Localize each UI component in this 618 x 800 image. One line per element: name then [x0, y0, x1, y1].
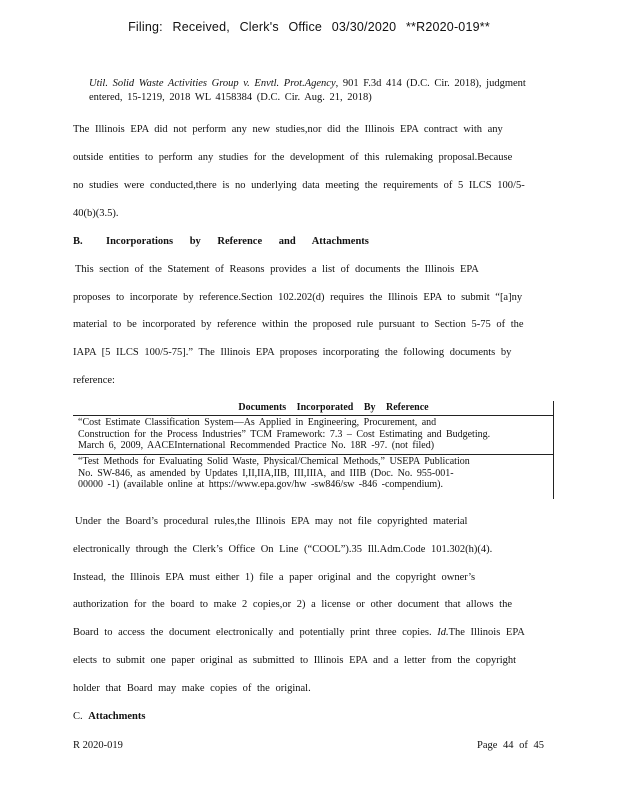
paragraph2-line: reference: [73, 375, 115, 386]
filing-stamp-header: Filing: Received, Clerk's Office 03/30/2020 **R2020-019** [128, 20, 490, 34]
paragraph2-line: This section of the Statement of Reasons provides a list of documents the Illinois EPA [75, 264, 479, 275]
table-row [73, 455, 554, 495]
paragraph1-line: 40(b)(3.5). [73, 208, 119, 219]
paragraph2-line: IAPA [5 ILCS 100/5-75].” The Illinois EPA proposes incorporating the following documents by [73, 347, 512, 358]
paragraph3-line-tail: The Illinois EPA [448, 627, 525, 638]
paragraph2-line: material to be incorporated by reference within the proposed rule pursuant to Section 5-75 of the [73, 319, 524, 330]
paragraph1-line: The Illinois EPA did not perform any new studies,nor did the Illinois EPA contract with any [73, 124, 503, 135]
paragraph3-line: holder that Board may make copies of the original. [73, 683, 311, 694]
table-row-line: March 6, 2009, AACEInternational Recommended Practice No. 18R -97. (not filed) [78, 440, 435, 451]
table-row-line: No. SW-846, as amended by Updates I,II,IIA,IIB, III,IIIA, and IIIB (Doc. No. 955-001- [78, 467, 454, 479]
table-row-line: 00000 -1) (available online at https://www.epa.gov/hw -sw846/sw -846 -compendium). [78, 479, 444, 490]
section-b-title: Incorporations by Reference and Attachments [106, 236, 369, 247]
section-b-letter: B. [73, 236, 83, 247]
section-c-title: Attachments [88, 711, 146, 722]
table-row [73, 416, 554, 455]
table-row-line: Construction for the Process Industries” TCM Framework: 7.3 – Cost Estimating and Budgeting. [78, 428, 491, 440]
paragraph3-line: Instead, the Illinois EPA must either 1) file a paper original and the copyright owner’s [73, 572, 476, 583]
paragraph3-line [73, 627, 543, 638]
paragraph1-line: outside entities to perform any studies for the development of this rulemaking proposal.Because [73, 152, 513, 163]
table-right-border [553, 401, 554, 499]
paragraph1-line: no studies were conducted,there is no underlying data meeting the requirements of 5 ILCS 100/5- [73, 180, 525, 191]
paragraph3-line: authorization for the board to make 2 copies,or 2) a license or other document that allows the [73, 599, 512, 610]
paragraph3-line: Under the Board’s procedural rules,the Illinois EPA may not file copyrighted material [75, 516, 468, 527]
table-row-line: “Test Methods for Evaluating Solid Waste, Physical/Chemical Methods,” USEPA Publication [78, 456, 470, 467]
footer-docket-number: R 2020-019 [73, 740, 123, 751]
table-header: Documents Incorporated By Reference [73, 401, 554, 416]
id-citation: Id. [437, 627, 449, 638]
case-name: Util. Solid Waste Activities Group v. Envtl. Prot.Agency [89, 78, 336, 89]
paragraph3-line: electronically through the Clerk’s Office On Line (“COOL”).35 Ill.Adm.Code 101.302(h)(4). [73, 544, 493, 555]
documents-incorporated-table [73, 401, 554, 495]
paragraph3-line-text: Board to access the document electronically and potentially print three copies. [73, 627, 432, 638]
footer-page-number: Page 44 of 45 [477, 740, 545, 751]
section-c-letter: C. [73, 711, 83, 722]
paragraph2-line: proposes to incorporate by reference.Section 102.202(d) requires the Illinois EPA to submit “[a]ny [73, 292, 523, 303]
table-row-line: “Cost Estimate Classification System—As Applied in Engineering, Procurement, and [78, 417, 437, 428]
section-c-heading [73, 711, 543, 722]
case-citation [89, 77, 529, 105]
citation-details: , 901 F.3d 414 (D.C. Cir. 2018), judgment entered, 15-1219, 2018 WL 4158384 (D.C. Cir. Aug. 21, 2018) [89, 78, 526, 103]
paragraph3-line: elects to submit one paper original as submitted to Illinois EPA and a letter from the copyright [73, 655, 517, 666]
